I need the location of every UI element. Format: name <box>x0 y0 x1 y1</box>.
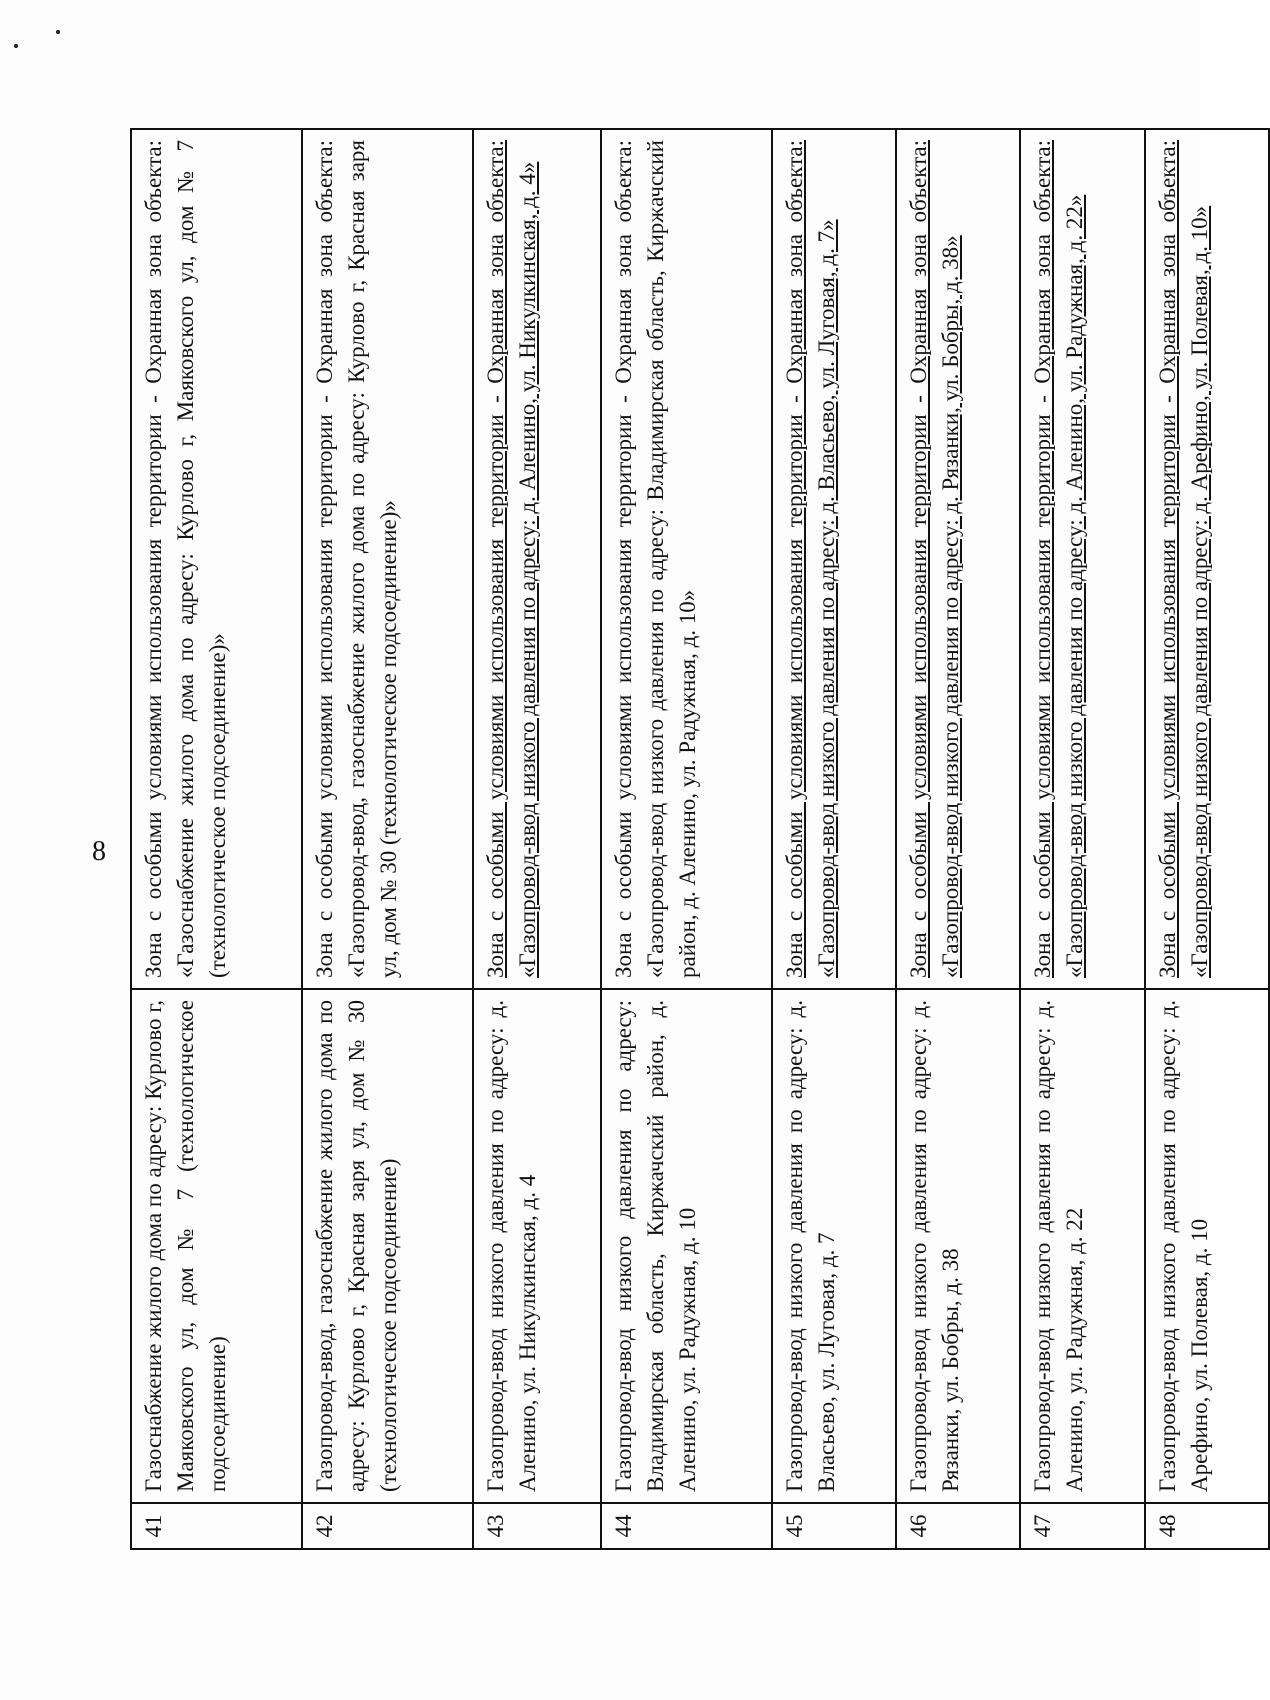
table-row <box>473 129 601 1549</box>
row-number: 44 <box>601 1503 772 1549</box>
scan-speck <box>14 44 18 48</box>
table-row <box>131 129 302 1549</box>
object-name: Газопровод-ввод низкого давления по адресу: Владимирская область, Киржачский район, д. Аленино, ул. Радужная, д. 10 <box>601 989 772 1503</box>
object-name: Газопровод-ввод, газоснабжение жилого дома по адресу: Курлово г, Красная заря ул, дом № 30 (технологическое подсоединение) <box>302 989 473 1503</box>
object-name: Газопровод-ввод низкого давления по адресу: д. Аленино, ул. Никулкинская, д. 4 <box>473 989 601 1503</box>
object-name: Газопровод-ввод низкого давления по адресу: д. Аленино, ул. Радужная, д. 22 <box>1020 989 1144 1503</box>
row-number: 48 <box>1145 1503 1269 1549</box>
row-number: 41 <box>131 1503 302 1549</box>
page-number: 8 <box>92 836 106 867</box>
zone-description: Зона с особыми условиями использования территории - Охранная зона объекта: «Газопровод-ввод, газоснабжение жилого дома по адресу: Курлово г, Красная заря ул, дом № 30 (технологическое подсоединение)» <box>302 129 473 989</box>
zone-description: Зона с особыми условиями использования территории - Охранная зона объекта: «Газопровод-ввод низкого давления по адресу: д. Арефино, ул. Полевая, д. 10» <box>1145 129 1269 989</box>
table-row <box>302 129 473 1549</box>
table-row <box>601 129 772 1549</box>
row-number: 45 <box>772 1503 896 1549</box>
object-name: Газопровод-ввод низкого давления по адресу: д. Рязанки, ул. Бобры, д. 38 <box>896 989 1020 1503</box>
zones-table <box>130 128 1270 1550</box>
zone-description: Зона с особыми условиями использования территории - Охранная зона объекта: «Газопровод-ввод низкого давления по адресу: Владимирская область, Киржачский район, д. Аленино, ул. Радужная, д. 10» <box>601 129 772 989</box>
rotated-table-wrapper <box>130 130 1270 1550</box>
table-row <box>772 129 896 1549</box>
table-row <box>896 129 1020 1549</box>
object-name: Газопровод-ввод низкого давления по адресу: д. Власьево, ул. Луговая, д. 7 <box>772 989 896 1503</box>
zone-description: Зона с особыми условиями использования территории - Охранная зона объекта: «Газоснабжение жилого дома по адресу: Курлово г, Маяковского ул, дом № 7 (технологическое подсоединение)» <box>131 129 302 989</box>
row-number: 42 <box>302 1503 473 1549</box>
row-number: 43 <box>473 1503 601 1549</box>
zone-description: Зона с особыми условиями использования территории - Охранная зона объекта: «Газопровод-ввод низкого давления по адресу: д. Аленино, ул. Никулкинская, д. 4» <box>473 129 601 989</box>
zone-description: Зона с особыми условиями использования территории - Охранная зона объекта: «Газопровод-ввод низкого давления по адресу: д. Аленино, ул. Радужная, д. 22» <box>1020 129 1144 989</box>
zone-description: Зона с особыми условиями использования территории - Охранная зона объекта: «Газопровод-ввод низкого давления по адресу: д. Власьево, ул. Луговая, д. 7» <box>772 129 896 989</box>
scan-speck <box>56 30 60 34</box>
zone-description: Зона с особыми условиями использования территории - Охранная зона объекта: «Газопровод-ввод низкого давления по адресу: д. Рязанки, ул. Бобры, д. 38» <box>896 129 1020 989</box>
row-number: 47 <box>1020 1503 1144 1549</box>
table-row <box>1145 129 1269 1549</box>
object-name: Газопровод-ввод низкого давления по адресу: д. Арефино, ул. Полевая, д. 10 <box>1145 989 1269 1503</box>
row-number: 46 <box>896 1503 1020 1549</box>
table-row <box>1020 129 1144 1549</box>
object-name: Газоснабжение жилого дома по адресу: Курлово г, Маяковского ул, дом № 7 (технологическое подсоединение) <box>131 989 302 1503</box>
